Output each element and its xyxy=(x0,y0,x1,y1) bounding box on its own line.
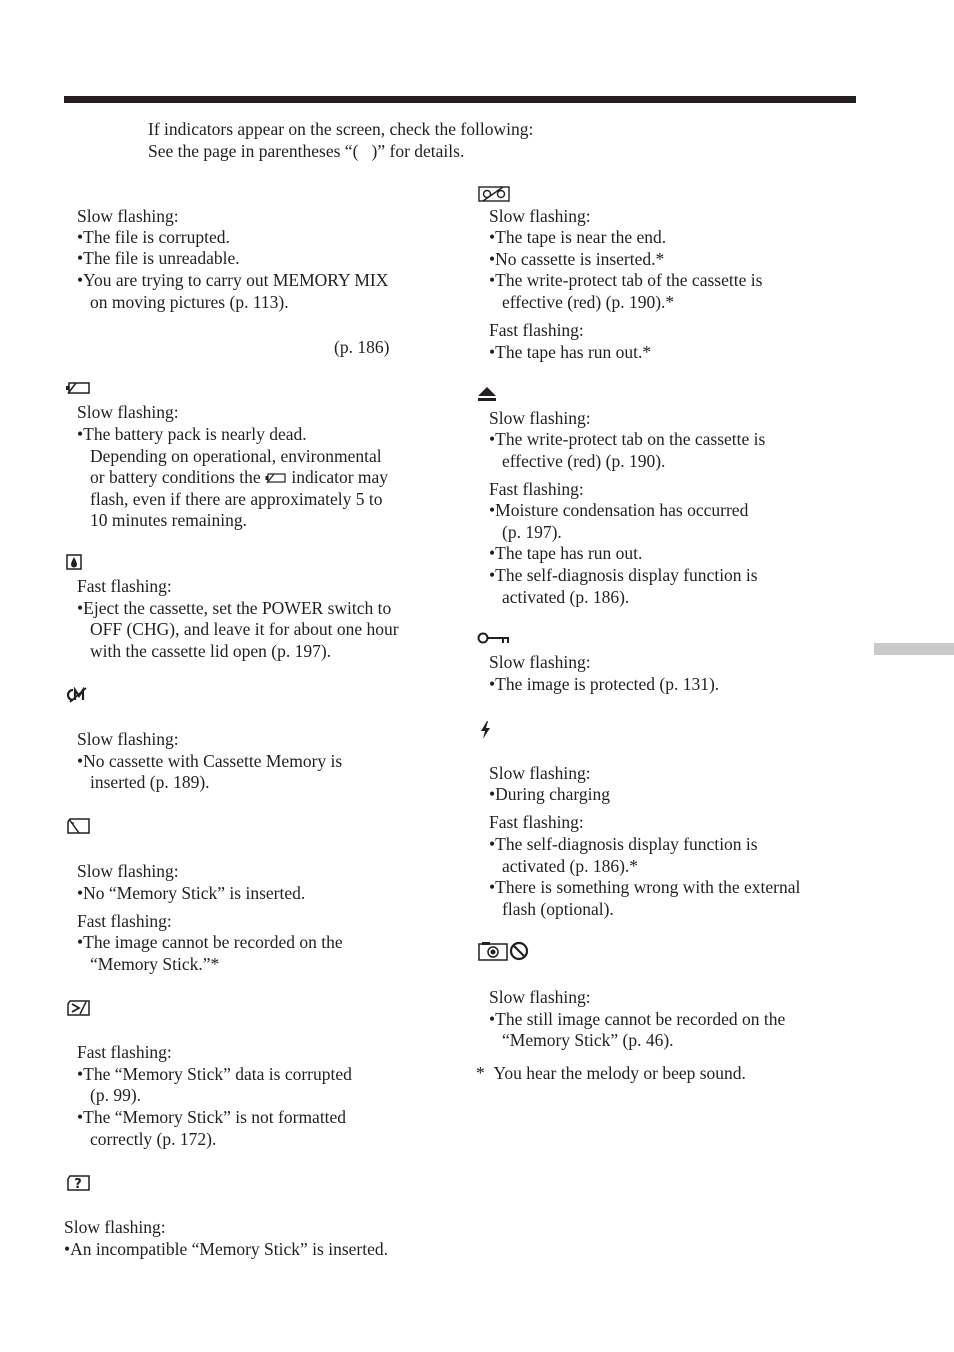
flash-bullet-3-line-2: flash (optional). xyxy=(502,899,614,919)
moisture-bullet-1: •Eject the cassette, set the POWER switch to xyxy=(77,598,392,618)
corrupt-bullet-1: •The “Memory Stick” data is corrupted xyxy=(77,1064,352,1084)
eject-bullet-1-line-2: effective (red) (p. 190). xyxy=(502,451,666,471)
no-memory-stick-icon xyxy=(66,817,92,835)
corrupt-bullet-2-line-2: correctly (p. 172). xyxy=(90,1129,217,1149)
battery-bullet-1-line-4: flash, even if there are approximately 5 to xyxy=(90,489,383,509)
protect-slow-label: Slow flashing: xyxy=(489,652,591,672)
eject-bullet-4-line-2: activated (p. 186). xyxy=(502,587,630,607)
flash-icon xyxy=(478,720,492,740)
intro-line-1: If indicators appear on the screen, check the following: xyxy=(148,119,534,139)
intro-text xyxy=(148,119,533,162)
still-bullet-1-line-2: “Memory Stick” (p. 46). xyxy=(502,1030,674,1050)
cm-bullet-1: •No cassette with Cassette Memory is xyxy=(77,751,343,771)
header-rule xyxy=(64,96,856,103)
corrupt-bullet-1-line-2: (p. 99). xyxy=(90,1085,142,1105)
file-bullet-2: •The file is unreadable. xyxy=(77,248,240,268)
flash-bullet-3: •There is something wrong with the external xyxy=(489,877,801,897)
tape-end-icon xyxy=(477,185,511,203)
tape-bullet-1: •The tape is near the end. xyxy=(489,227,667,247)
flash-fast-label: Fast flashing: xyxy=(489,812,584,832)
file-bullet-1: •The file is corrupted. xyxy=(77,227,230,247)
tape-bullet-4: •The tape has run out.* xyxy=(489,342,652,362)
battery-bullet-1-line-5: 10 minutes remaining. xyxy=(90,510,247,530)
nostick-bullet-1: •No “Memory Stick” is inserted. xyxy=(77,883,306,903)
still-bullet-1: •The still image cannot be recorded on the xyxy=(489,1009,786,1029)
tape-bullet-2: •No cassette is inserted.* xyxy=(489,249,665,269)
footnote: * You hear the melody or beep sound. xyxy=(476,1063,746,1083)
section-tab-marker xyxy=(874,643,954,655)
moisture-drop-icon xyxy=(66,554,82,570)
memory-stick-question-icon xyxy=(66,1174,92,1192)
battery-empty-icon xyxy=(65,380,91,396)
svg-text:?: ? xyxy=(74,1177,82,1192)
tape-slow-label: Slow flashing: xyxy=(489,206,591,226)
intro-line-2: See the page in parentheses “( )” for details. xyxy=(148,140,465,161)
tape-bullet-3: •The write-protect tab of the cassette is xyxy=(489,270,763,290)
file-bullet-3-cont: on moving pictures (p. 113). xyxy=(90,292,289,312)
battery-bullet-1-line-3: or battery conditions the indicator may xyxy=(90,467,389,487)
eject-slow-label: Slow flashing: xyxy=(489,408,591,428)
eject-bullet-3: •The tape has run out. xyxy=(489,543,643,563)
cassette-memory-icon xyxy=(65,687,91,703)
eject-fast-label: Fast flashing: xyxy=(489,479,584,499)
eject-bullet-1: •The write-protect tab on the cassette is xyxy=(489,429,766,449)
moisture-bullet-1-line-2: OFF (CHG), and leave it for about one hour xyxy=(90,619,399,639)
eject-bullet-4: •The self-diagnosis display function is xyxy=(489,565,758,585)
file-slow-label: Slow flashing: xyxy=(77,206,179,226)
incompat-bullet-1: •An incompatible “Memory Stick” is inserted. xyxy=(64,1239,388,1259)
eject-icon xyxy=(477,385,497,403)
flash-bullet-2-line-2: activated (p. 186).* xyxy=(502,856,639,876)
flash-bullet-2: •The self-diagnosis display function is xyxy=(489,834,758,854)
tape-fast-label: Fast flashing: xyxy=(489,320,584,340)
nostick-bullet-2-line-2: “Memory Stick.”* xyxy=(90,954,220,974)
flash-bullet-1: •During charging xyxy=(489,784,611,804)
incompat-slow-label: Slow flashing: xyxy=(64,1217,166,1237)
key-icon xyxy=(477,631,511,645)
still-slow-label: Slow flashing: xyxy=(489,987,591,1007)
tape-bullet-3-line-2: effective (red) (p. 190).* xyxy=(502,292,675,312)
file-bullet-3: •You are trying to carry out MEMORY MIX xyxy=(77,270,389,290)
file-page-ref: (p. 186) xyxy=(334,337,390,357)
eject-bullet-2: •Moisture condensation has occurred xyxy=(489,500,749,520)
battery-empty-inline-icon xyxy=(265,472,287,484)
cm-bullet-1-line-2: inserted (p. 189). xyxy=(90,772,210,792)
protect-bullet-1: •The image is protected (p. 131). xyxy=(489,674,720,694)
cm-slow-label: Slow flashing: xyxy=(77,729,179,749)
corrupt-fast-label: Fast flashing: xyxy=(77,1042,172,1062)
battery-bullet-1: •The battery pack is nearly dead. xyxy=(77,424,307,444)
moisture-bullet-1-line-3: with the cassette lid open (p. 197). xyxy=(90,641,332,661)
nostick-bullet-2: •The image cannot be recorded on the xyxy=(77,932,343,952)
corrupt-bullet-2: •The “Memory Stick” is not formatted xyxy=(77,1107,347,1127)
still-prohibited-icon xyxy=(478,940,530,962)
battery-slow-label: Slow flashing: xyxy=(77,402,179,422)
battery-bullet-1-line-2: Depending on operational, environmental xyxy=(90,446,382,466)
eject-bullet-2-line-2: (p. 197). xyxy=(502,522,562,542)
moisture-fast-label: Fast flashing: xyxy=(77,576,172,596)
nostick-slow-label: Slow flashing: xyxy=(77,861,179,881)
flash-slow-label: Slow flashing: xyxy=(489,763,591,783)
nostick-fast-label: Fast flashing: xyxy=(77,911,172,931)
memory-stick-error-icon xyxy=(66,999,92,1017)
